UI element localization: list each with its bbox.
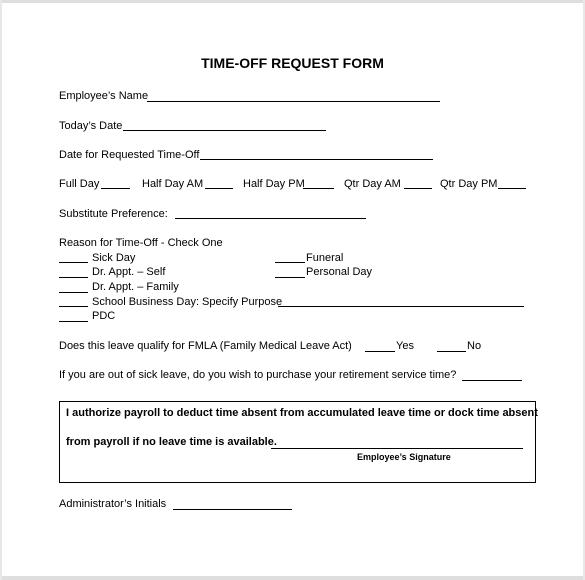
half-day-pm-label: Half Day PM [243, 178, 305, 190]
specify-purpose-field[interactable] [278, 306, 524, 307]
full-day-label: Full Day [59, 178, 100, 190]
funeral-label: Funeral [306, 252, 344, 264]
school-business-day-checkbox[interactable] [59, 306, 88, 307]
pdc-checkbox[interactable] [59, 321, 88, 322]
authorization-line-1: I authorize payroll to deduct time absent from accumulated leave time or dock time absent [66, 407, 538, 419]
half-day-am-field[interactable] [205, 188, 233, 189]
todays-date-label: Today’s Date [59, 120, 123, 132]
sick-day-checkbox[interactable] [59, 262, 88, 263]
qtr-day-am-field[interactable] [404, 188, 432, 189]
substitute-label: Substitute Preference: [59, 208, 168, 220]
sick-day-label: Sick Day [92, 252, 136, 264]
employee-signature-field[interactable] [271, 448, 523, 449]
funeral-checkbox[interactable] [275, 262, 305, 263]
authorization-line-2: from payroll if no leave time is available. [66, 436, 277, 448]
sick-leave-question: If you are out of sick leave, do you wish to purchase your retirement service time? [59, 369, 457, 381]
personal-day-label: Personal Day [306, 266, 373, 278]
sick-leave-answer-field[interactable] [462, 380, 522, 381]
admin-initials-label: Administrator’s Initials [59, 498, 167, 510]
qtr-day-am-label: Qtr Day AM [344, 178, 401, 190]
admin-initials-field[interactable] [173, 509, 292, 510]
dr-appt-self-checkbox[interactable] [59, 277, 88, 278]
school-business-day-label: School Business Day: Specify Purpose [92, 296, 283, 308]
date-requested-label: Date for Requested Time-Off [59, 149, 200, 161]
pdc-label: PDC [92, 310, 116, 322]
personal-day-checkbox[interactable] [275, 277, 305, 278]
employee-signature-label: Employee’s Signature [357, 452, 451, 462]
qtr-day-pm-label: Qtr Day PM [440, 178, 498, 190]
dr-appt-self-label: Dr. Appt. – Self [92, 266, 166, 278]
fmla-yes-field[interactable] [365, 351, 395, 352]
page-left-edge [0, 0, 2, 580]
employee-name-field[interactable] [147, 101, 440, 102]
form-title: TIME-OFF REQUEST FORM [201, 55, 384, 71]
half-day-am-label: Half Day AM [142, 178, 204, 190]
fmla-question: Does this leave qualify for FMLA (Family Medical Leave Act) [59, 340, 352, 352]
half-day-pm-field[interactable] [303, 188, 334, 189]
dr-appt-family-checkbox[interactable] [59, 292, 88, 293]
fmla-no-label: No [467, 340, 482, 352]
dr-appt-family-label: Dr. Appt. – Family [92, 281, 179, 293]
full-day-field[interactable] [101, 188, 130, 189]
qtr-day-pm-field[interactable] [498, 188, 526, 189]
employee-name-label: Employee’s Name [59, 90, 149, 102]
fmla-yes-label: Yes [396, 340, 414, 352]
date-requested-field[interactable] [200, 159, 433, 160]
todays-date-field[interactable] [123, 130, 326, 131]
page-top-edge [0, 0, 585, 3]
reason-heading: Reason for Time-Off - Check One [59, 237, 223, 249]
page-bottom-edge [0, 576, 585, 580]
substitute-field[interactable] [175, 218, 366, 219]
fmla-no-field[interactable] [437, 351, 466, 352]
